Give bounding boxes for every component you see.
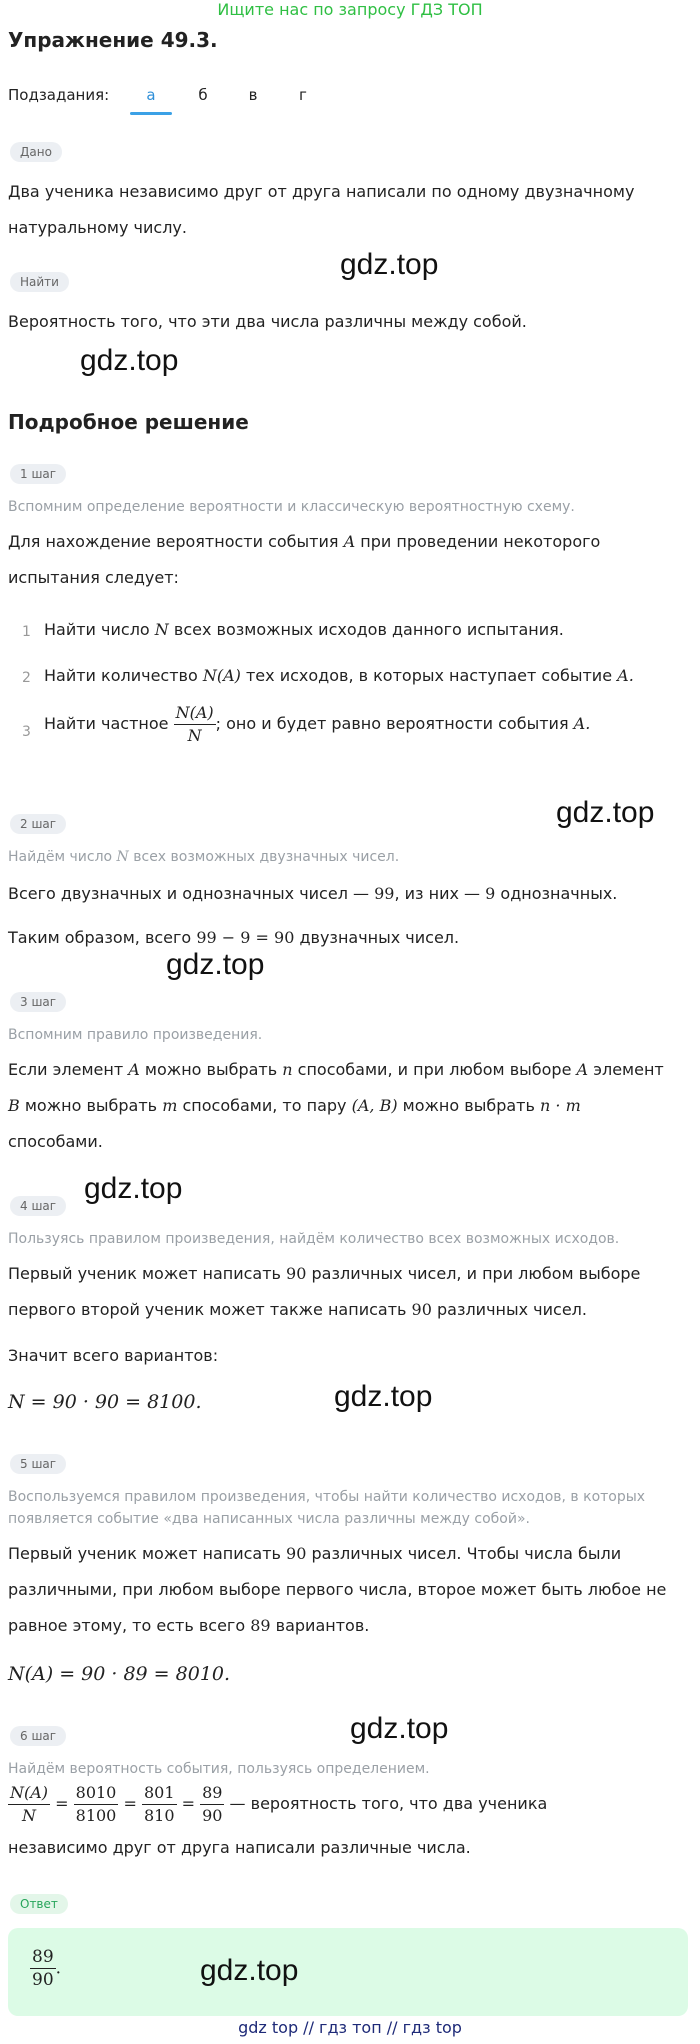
given-badge: Дано [10, 142, 62, 162]
step-4-badge: 4 шаг [10, 1196, 66, 1216]
page-title: Упражнение 49.3. [8, 28, 218, 52]
step-6-badge: 6 шаг [10, 1726, 66, 1746]
given-line-2: натуральному числу. [8, 218, 187, 237]
step-5-formula: N(A) = 90 · 89 = 8010. [8, 1663, 231, 1685]
answer-box [8, 1928, 688, 2016]
watermark: gdz.top [350, 1712, 449, 1745]
list-item-number: 1 [22, 624, 31, 640]
list-item-number: 2 [22, 670, 31, 686]
step-1-p2: испытания следует: [8, 568, 179, 587]
step-3-badge: 3 шаг [10, 992, 66, 1012]
watermark: gdz.top [340, 248, 439, 281]
step-5-l2: различными, при любом выборе первого числа, второе может быть любое не [8, 1580, 667, 1599]
step-5-l3: равное этому, то есть всего 89 вариантов. [8, 1616, 370, 1635]
watermark: gdz.top [556, 796, 655, 829]
step-3-l2: B можно выбрать m способами, то пару (A, B) можно выбрать n · m [8, 1096, 581, 1115]
tab-a[interactable]: а [146, 86, 156, 104]
step-5-badge: 5 шаг [10, 1454, 66, 1474]
promo-banner[interactable]: Ищите нас по запросу ГДЗ ТОП [217, 0, 483, 19]
watermark: gdz.top [84, 1172, 183, 1205]
step-2-hint: Найдём число N всех возможных двузначных чисел. [8, 849, 400, 865]
list-item: Найти количество N(A) тех исходов, в которых наступает событие A. [44, 666, 634, 685]
answer-badge: Ответ [10, 1894, 68, 1914]
step-3-l1: Если элемент A можно выбрать n способами, и при любом выборе A элемент [8, 1060, 664, 1079]
step-4-l2: первого второй ученик может также написать 90 различных чисел. [8, 1300, 587, 1319]
step-6-formula: $\frac{N(A)}{N}$ = $\frac{8010}{8100}$ = $\frac{801}{810}$ = $\frac{89}{90}$ — вероятность того, что два ученика [10, 1783, 548, 1825]
step-4-l1: Первый ученик может написать 90 различных чисел, и при любом выборе [8, 1264, 641, 1283]
list-item-number: 3 [22, 724, 31, 740]
step-4-l3: Значит всего вариантов: [8, 1346, 219, 1365]
step-4-formula: N = 90 · 90 = 8100. [8, 1391, 202, 1413]
step-5-l1: Первый ученик может написать 90 различных чисел. Чтобы числа были [8, 1544, 622, 1563]
watermark: gdz.top [80, 344, 179, 377]
footer-links[interactable]: gdz top // гдз топ // гдз top [238, 2018, 462, 2037]
answer-value: $\frac{89}{90}$ . [32, 1947, 62, 1990]
active-tab-indicator [130, 112, 172, 115]
step-6-l2: независимо друг от друга написали различные числа. [8, 1838, 471, 1857]
watermark: gdz.top [200, 1954, 299, 1987]
list-item: Найти число N всех возможных исходов данного испытания. [44, 620, 564, 639]
step-5-hint-2: появляется событие «два написанных числа различны между собой». [8, 1511, 530, 1527]
list-item: Найти частное $\frac{N(A)}{N}$ ; оно и будет равно вероятности события A. [44, 703, 591, 745]
step-4-hint: Пользуясь правилом произведения, найдём количество всех возможных исходов. [8, 1231, 620, 1247]
tab-g[interactable]: г [299, 86, 307, 104]
tab-v[interactable]: в [248, 86, 258, 104]
watermark: gdz.top [334, 1380, 433, 1413]
step-3-l3: способами. [8, 1132, 103, 1151]
tab-b[interactable]: б [198, 86, 208, 104]
solution-title: Подробное решение [8, 410, 249, 434]
find-text: Вероятность того, что эти два числа различны между собой. [8, 312, 527, 331]
step-1-p1: Для нахождение вероятности события A при проведении некоторого [8, 532, 601, 551]
step-1-badge: 1 шаг [10, 464, 66, 484]
subtasks-label: Подзадания: [8, 86, 110, 104]
step-3-hint: Вспомним правило произведения. [8, 1027, 263, 1043]
step-6-hint: Найдём вероятность события, пользуясь определением. [8, 1761, 430, 1777]
step-5-hint-1: Воспользуемся правилом произведения, чтобы найти количество исходов, в которых [8, 1489, 646, 1505]
step-2-p1: Всего двузначных и однозначных чисел — 99, из них — 9 однозначных. [8, 884, 618, 903]
step-1-hint: Вспомним определение вероятности и классическую вероятностную схему. [8, 499, 575, 515]
step-2-badge: 2 шаг [10, 814, 66, 834]
watermark: gdz.top [166, 948, 265, 981]
given-line-1: Два ученика независимо друг от друга написали по одному двузначному [8, 182, 635, 201]
step-2-p2: Таким образом, всего 99 − 9 = 90 двузначных чисел. [8, 928, 460, 947]
find-badge: Найти [10, 272, 69, 292]
